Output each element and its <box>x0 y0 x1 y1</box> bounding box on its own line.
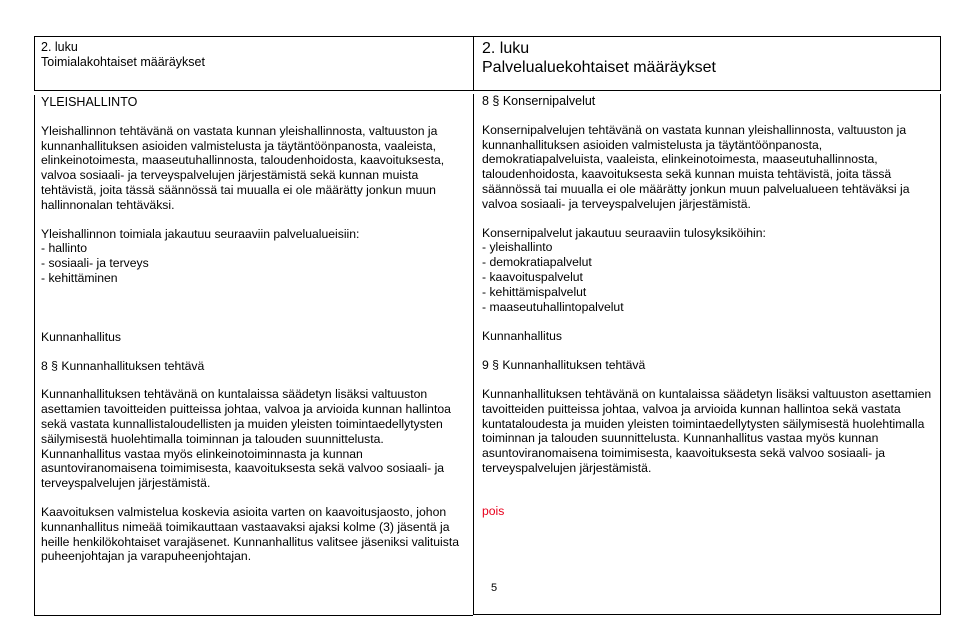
left-board-title: Kunnanhallitus <box>41 329 121 344</box>
list-item: - hallinto <box>41 241 88 256</box>
list-item: - maaseutuhallintopalvelut <box>482 299 624 314</box>
left-chapter-title: Toimialakohtaiset määräykset <box>41 55 205 69</box>
left-section-title: YLEISHALLINTO <box>41 95 138 109</box>
left-chapter-number: 2. luku <box>41 40 78 54</box>
left-header-cell <box>34 36 473 91</box>
list-item: - kaavoituspalvelut <box>482 269 583 284</box>
right-unit-list <box>482 240 934 314</box>
right-body-cell <box>473 94 941 615</box>
list-item: - kehittäminen <box>41 270 118 285</box>
left-paragraph-4: Kaavoituksen valmistelua koskevia asioita varten on kaavoitusjaosto, johon kunnanhallitus nimeää toimikauttaan vastaavaksi ajaksi kolme (3) jäsentä ja heille henkilökohtaiset varajäsenet. Kunnanhallitus valitsee jäseniksi valituista puheenjohtajan ja varapuheenjohtajan. <box>41 504 460 564</box>
list-item: - yleishallinto <box>482 240 553 255</box>
right-chapter-number: 2. luku <box>482 40 530 57</box>
list-item: - kehittämispalvelut <box>482 284 587 299</box>
left-column <box>34 36 473 616</box>
removed-label: pois <box>482 503 505 518</box>
right-section-title: 8 § Konsernipalvelut <box>482 94 596 108</box>
right-paragraph-1: Konsernipalvelujen tehtävänä on vastata kunnan yleishallinnosta, valtuuston ja kunnanhallituksen asioiden valmistelusta ja täytäntöönpanosta, demokratiapalveluista, vaaleista, elinkeinotoimesta, maaseutuhallinnosta, taloudenhoidosta, kaavoituksesta sekä kunnan muista tehtävistä, joita tässä säännössä tai muualla ei ole määrätty jonkun muun palvelualueen tehtäväksi ja valvoa sosiaali- ja terveyspalvelujen järjestämistä. <box>482 122 910 211</box>
page-number: 5 <box>491 582 498 594</box>
right-article-title: 9 § Kunnanhallituksen tehtävä <box>482 358 646 373</box>
right-column <box>473 36 941 615</box>
right-chapter-title: Palvelualuekohtaiset määräykset <box>482 59 716 76</box>
left-paragraph-3: Kunnanhallituksen tehtävänä on kuntalaissa säädetyn lisäksi valtuuston asettamien tavoitteiden puitteissa johtaa, valvoa ja arvioida kunnan hallintoa sekä vastata kunnallistaloudellisten ja muiden yleisten toimintaedellytysten säilymisestä huolehtimalla toiminnan ja talouden suunnittelusta. Kunnanhallitus vastaa myös elinkeinotoiminnasta ja kunnan asuntoviranomaisena toimimisesta, kaavoituksesta sekä valvoo sosiaali- ja terveyspalvelujen järjestämistä. <box>41 387 451 491</box>
left-paragraph-1: Yleishallinnon tehtävänä on vastata kunnan yleishallinnosta, valtuuston ja kunnanhallituksen asioiden valmistelusta ja täytäntöönpanosta, vaaleista, elinkeinotoimesta, maaseutuhallinnosta, taloudenhoidosta, kaavoituksesta, valvoa sosiaali- ja terveyspalvelujen järjestämistä sekä kunnan muista tehtävistä, joita tässä säännössä tai muualla ei ole määrätty jonkun muun hallinnonalan tehtäväksi. <box>41 123 445 212</box>
left-service-list <box>41 241 467 285</box>
list-item: - demokratiapalvelut <box>482 255 592 270</box>
left-article-title: 8 § Kunnanhallituksen tehtävä <box>41 358 205 373</box>
left-paragraph-2-intro: Yleishallinnon toimiala jakautuu seuraaviin palvelualueisiin: <box>41 226 360 241</box>
right-paragraph-2-intro: Konsernipalvelut jakautuu seuraaviin tulosyksiköihin: <box>482 225 766 240</box>
right-board-title: Kunnanhallitus <box>482 329 562 344</box>
list-item: - sosiaali- ja terveys <box>41 256 149 271</box>
left-body-cell <box>34 95 473 616</box>
right-paragraph-3: Kunnanhallituksen tehtävänä on kuntalaissa säädetyn lisäksi valtuuston asettamien tavoitteiden puitteissa johtaa, valvoa ja arvioida kunnan hallintoa sekä vastata kuntataloudesta ja muiden yleisten toimintaedellytysten säilymisestä huolehtimalla toiminnan ja talouden suunnittelusta. Kunnanhallitus vastaa myös kunnan asuntoviranomaisena toimimisesta, kaavoituksesta sekä valvoo sosiaali- ja terveyspalvelujen järjestämistä. <box>482 386 932 475</box>
right-header-cell <box>473 36 941 91</box>
